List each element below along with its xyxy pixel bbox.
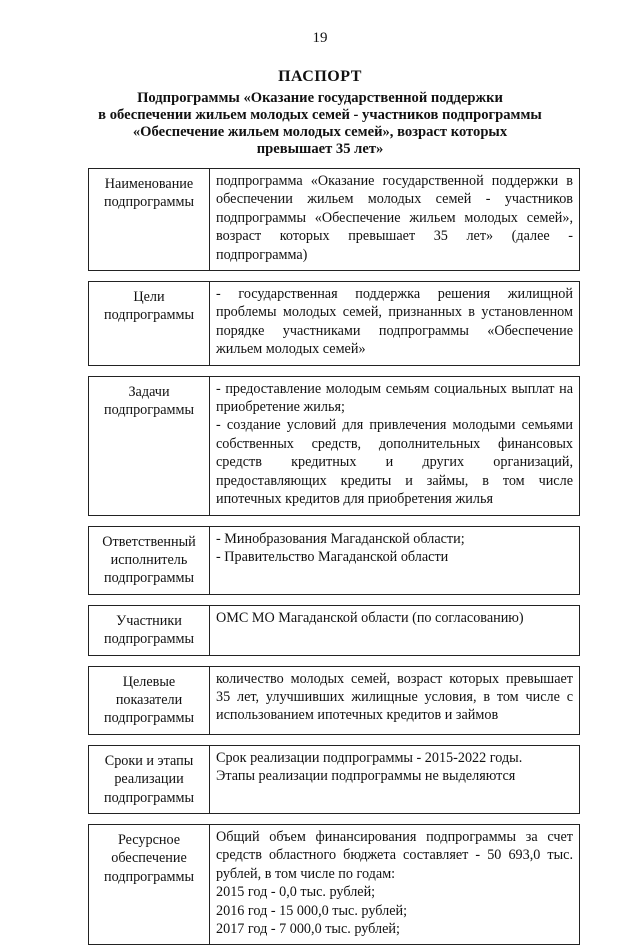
document-title: ПАСПОРТ: [278, 68, 362, 85]
value-paragraph: Срок реализации подпрограммы - 2015-2022 годы.: [216, 749, 523, 766]
row-label: [89, 169, 210, 271]
table-row: [89, 666, 580, 734]
value-paragraph: - предоставление молодым семьям социальных выплат на приобретение жилья;: [216, 380, 573, 416]
value-paragraph: 2015 год - 0,0 тыс. рублей;: [216, 884, 376, 901]
row-label: [89, 282, 210, 366]
subtitle-line: в обеспечении жильем молодых семей - участников подпрограммы: [98, 107, 542, 123]
value-paragraph: - государственная поддержка решения жилищной проблемы молодых семей, признанных в установленном порядке участниками подпрограммы «Обеспечение жильем молодых семей»: [216, 286, 573, 358]
table-row: [89, 605, 580, 655]
label-line: Наименование: [104, 176, 194, 192]
value-paragraph: количество молодых семей, возраст которых превышает 35 лет, улучшивших жилищные условия, в том числе с использованием ипотечных кредитов и займов: [216, 670, 573, 724]
label-line: Участники: [116, 612, 182, 629]
table-row: [89, 824, 580, 944]
label-line: подпрограммы: [104, 402, 194, 419]
label-line: обеспечение: [111, 850, 187, 867]
row-label: [89, 526, 210, 594]
label-line: реализации: [114, 771, 184, 788]
label-line: подпрограммы: [104, 570, 194, 587]
label-line: Задачи: [128, 383, 170, 400]
row-value: [210, 605, 580, 655]
row-value: [210, 666, 580, 734]
row-label: [89, 666, 210, 734]
subtitle-line: Подпрограммы «Оказание государственной поддержки: [137, 90, 503, 106]
row-label: [89, 605, 210, 655]
row-value: [210, 824, 580, 944]
row-label: [89, 824, 210, 944]
label-line: подпрограммы: [104, 194, 194, 211]
label-line: подпрограммы: [104, 789, 194, 806]
value-paragraph: - создание условий для привлечения молодыми семьями собственных средств, дополнительных финансовых средств кредитных и других организаций, предоставляющих кредиты и займы, в том числе ипотечных кредитов для приобретения жилья: [216, 417, 573, 508]
label-line: Ресурсное: [117, 831, 181, 848]
label-line: Сроки и этапы: [104, 752, 194, 769]
value-paragraph: ОМС МО Магаданской области (по согласованию): [216, 609, 524, 626]
label-line: Ответственный: [102, 533, 196, 550]
row-value: [210, 745, 580, 813]
page-number: 19: [312, 30, 328, 46]
label-line: подпрограммы: [104, 710, 194, 727]
table-row: [89, 169, 580, 271]
value-paragraph: 2016 год - 15 000,0 тыс. рублей;: [216, 902, 408, 919]
table-row: [89, 376, 580, 515]
value-paragraph: - Минобразования Магаданской области;: [216, 530, 465, 547]
row-label: [89, 376, 210, 515]
row-label: [89, 745, 210, 813]
table-row: [89, 282, 580, 366]
value-paragraph: Общий объем финансирования подпрограммы за счет средств областного бюджета составляет - 50 693,0 тыс. рублей, в том числе по годам:: [216, 828, 573, 882]
row-value: [210, 376, 580, 515]
row-value: [210, 526, 580, 594]
value-paragraph: 2017 год - 7 000,0 тыс. рублей;: [216, 921, 400, 937]
label-line: исполнитель: [110, 551, 188, 568]
label-line: подпрограммы: [104, 631, 194, 648]
row-value: [210, 169, 580, 271]
passport-table: [88, 168, 580, 945]
subtitle-line: превышает 35 лет»: [256, 141, 384, 157]
table-row: [89, 526, 580, 594]
table-row: [89, 745, 580, 813]
value-paragraph: Этапы реализации подпрограммы не выделяются: [216, 768, 516, 785]
label-line: показатели: [115, 691, 183, 708]
label-line: Целевые: [122, 673, 176, 690]
value-paragraph: - Правительство Магаданской области: [216, 548, 449, 565]
label-line: подпрограммы: [104, 307, 194, 324]
value-paragraph: подпрограмма «Оказание государственной поддержки в обеспечении жильем молодых семей - участников подпрограммы «Обеспечение жильем молодых семей», возраст которых превышает 35 лет» (далее - подпрограмма): [216, 173, 573, 263]
document-subtitle: [60, 90, 580, 158]
subtitle-line: «Обеспечение жильем молодых семей», возраст которых: [132, 124, 508, 140]
label-line: Цели: [133, 289, 165, 306]
label-line: подпрограммы: [104, 868, 194, 885]
row-value: [210, 282, 580, 366]
